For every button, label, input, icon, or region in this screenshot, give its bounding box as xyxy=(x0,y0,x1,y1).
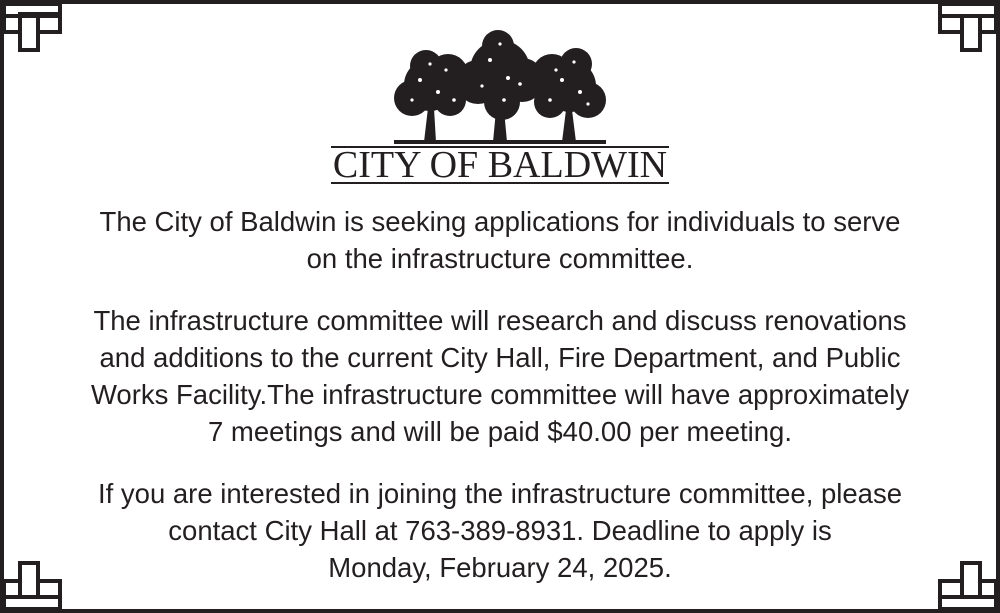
text-line: The City of Baldwin is seeking applications for individuals to serve xyxy=(99,206,901,237)
text-line: The infrastructure committee will research and discuss renovations xyxy=(93,305,907,336)
text-line: and additions to the current City Hall, Fire Department, and Public xyxy=(99,342,901,373)
trees-icon xyxy=(390,30,610,148)
text-line: on the infrastructure committee. xyxy=(306,243,694,274)
text-line: 7 meetings and will be paid $40.00 per meeting. xyxy=(208,416,792,447)
notice-body xyxy=(20,203,980,586)
paragraph-details xyxy=(20,302,980,450)
text-line: If you are interested in joining the infrastructure committee, please xyxy=(97,478,903,509)
city-logo xyxy=(0,30,1000,184)
paragraph-contact xyxy=(20,475,980,586)
city-name: CITY OF BALDWIN xyxy=(332,144,668,186)
text-line: contact City Hall at 763-389-8931. Deadline to apply is xyxy=(168,515,832,546)
text-line: Works Facility.The infrastructure committee will have approximately xyxy=(90,379,910,410)
text-line: Monday, February 24, 2025. xyxy=(328,552,672,583)
paragraph-intro xyxy=(20,203,980,277)
